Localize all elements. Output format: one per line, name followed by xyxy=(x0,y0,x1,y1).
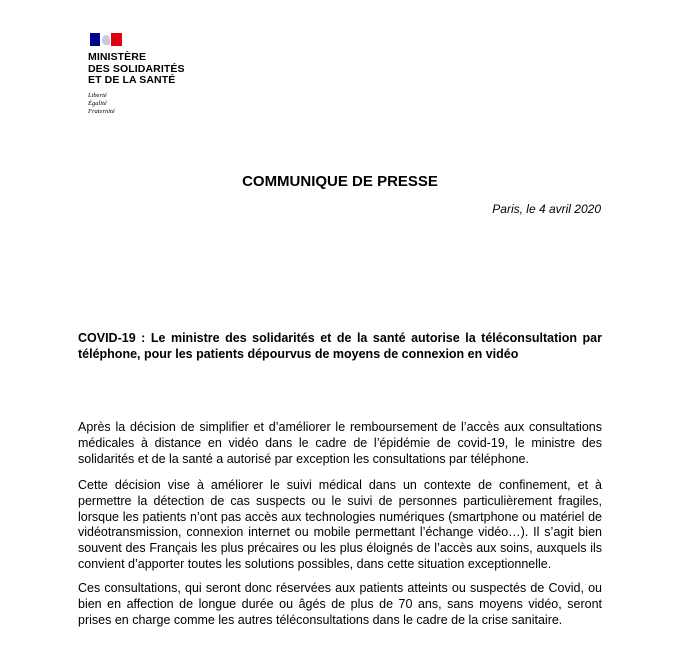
french-flag-icon xyxy=(90,33,122,46)
ministry-line: ET DE LA SANTÉ xyxy=(88,74,176,86)
marianne-icon xyxy=(102,35,110,45)
document-title: COMMUNIQUE DE PRESSE xyxy=(242,173,438,190)
republic-motto xyxy=(88,92,228,116)
press-headline: COVID-19 : Le ministre des solidarités et de la santé autorise la téléconsultation par téléphone, pour les patients dépourvus de moyens de connexion en vidéo xyxy=(78,331,602,361)
document-date: Paris, le 4 avril 2020 xyxy=(492,202,601,216)
motto-line: Liberté xyxy=(88,91,107,99)
motto-line: Fraternité xyxy=(88,107,115,115)
motto-line: Égalité xyxy=(88,99,107,107)
ministry-name xyxy=(88,52,228,87)
body-paragraph: Ces consultations, qui seront donc réservées aux patients atteints ou suspectés de Covid, ou bien en affection de longue durée ou âgés de plus de 70 ans, sans moyens vidéo, seront prises en charge comme les autres téléconsultations dans le cadre de la crise sanitaire. xyxy=(78,581,602,627)
ministry-line: MINISTÈRE xyxy=(88,51,147,63)
ministry-line: DES SOLIDARITÉS xyxy=(88,62,185,75)
body-paragraph: Cette décision vise à améliorer le suivi médical dans un contexte de confinement, et à permettre la détection de cas suspects ou le suivi de personnes particulièrement fragiles, lorsque les patients n’ont pas accès aux technologies numériques (smartphone ou matériel de vidéotransmission, connexion internet ou mobile permettant l’échange vidéo…). Il s’agit bien souvent des Français les plus précaires ou les plus éloignés de l’accès aux soins, auxquels ils convient d’apporter toutes les solutions possibles, dans cette situation exceptionnelle. xyxy=(78,478,602,571)
ministry-logo xyxy=(88,33,228,116)
body-paragraph: Après la décision de simplifier et d’améliorer le remboursement de l’accès aux consultations médicales à distance en vidéo dans le cadre de l’épidémie de covid-19, le ministre des solidarités et de la santé a autorisé par exception les consultations par téléphone. xyxy=(78,420,602,466)
